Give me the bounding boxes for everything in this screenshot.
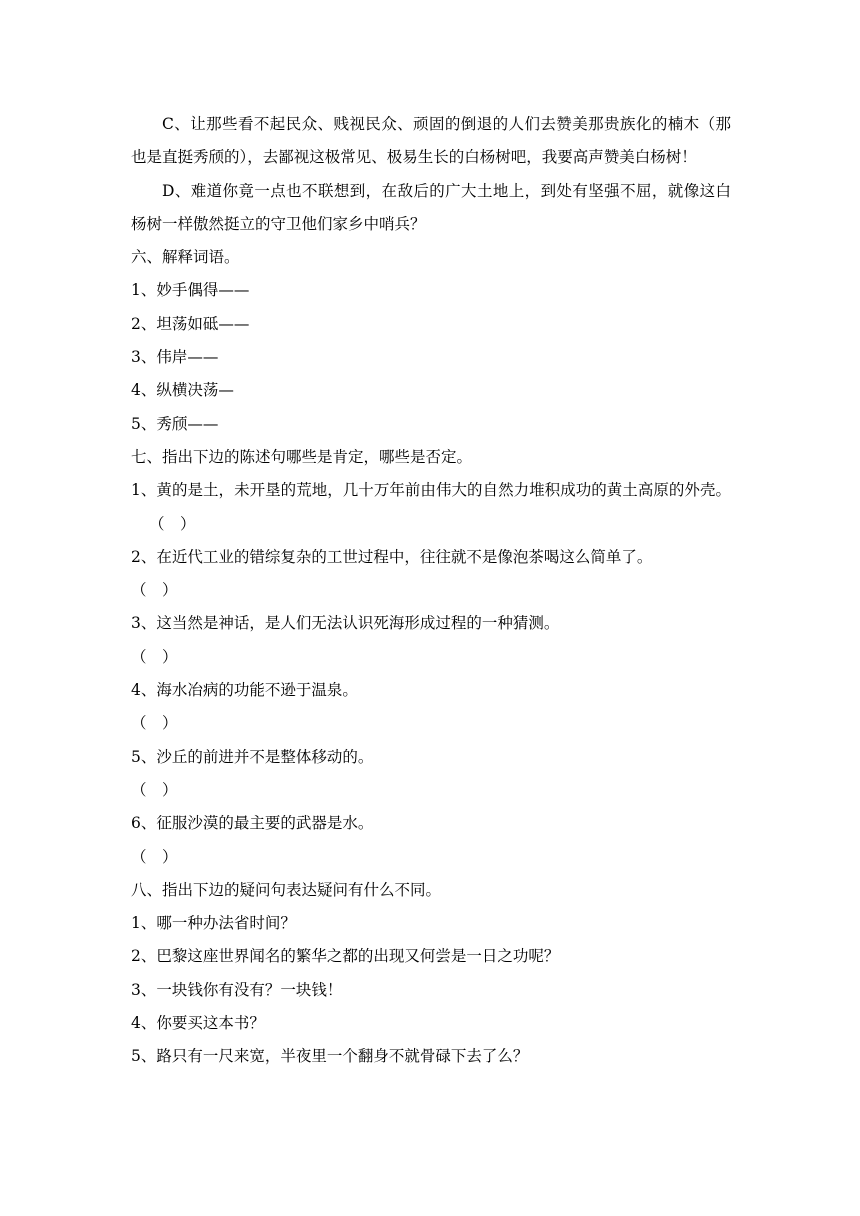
document-body bbox=[131, 108, 731, 1074]
answer-blank: （ ） bbox=[131, 647, 178, 666]
vocab-item: 4、纵横决荡— bbox=[131, 381, 234, 400]
section-6-heading: 六、解释词语。 bbox=[131, 248, 240, 267]
vocab-item: 3、伟岸—— bbox=[131, 348, 219, 367]
answer-blank: （ ） bbox=[131, 581, 178, 600]
question-item: 2、巴黎这座世界闻名的繁华之都的出现又何尝是一日之功呢？ bbox=[131, 947, 560, 966]
answer-blank: （ ） bbox=[149, 514, 196, 533]
answer-blank: （ ） bbox=[131, 847, 178, 866]
statement-item-5: 5、沙丘的前进并不是整体移动的。 bbox=[131, 747, 374, 766]
statement-item-4: 4、海水冶病的功能不逊于温泉。 bbox=[131, 681, 358, 700]
statement-item-1 bbox=[131, 474, 731, 541]
answer-blank: （ ） bbox=[131, 714, 178, 733]
vocab-item: 5、秀颀—— bbox=[131, 414, 219, 433]
statement-item-3: 3、这当然是神话，是人们无法认识死海形成过程的一种猜测。 bbox=[131, 614, 560, 633]
vocab-item: 2、坦荡如砥—— bbox=[131, 314, 250, 333]
vocab-item: 1、妙手偶得—— bbox=[131, 281, 250, 300]
answer-blank: （ ） bbox=[131, 780, 178, 799]
section-7-heading: 七、指出下边的陈述句哪些是肯定，哪些是否定。 bbox=[131, 447, 473, 466]
statement-text: 1、黄的是土，未开垦的荒地，几十万年前由伟大的自然力堆积成功的黄土高原的外壳。 bbox=[131, 481, 731, 500]
sentence-option-d: D、难道你竟一点也不联想到，在敌后的广大土地上，到处有坚强不屈，就像这白杨树一样傲然挺立的守卫他们家乡中哨兵？ bbox=[131, 181, 731, 233]
question-item: 4、你要买这本书？ bbox=[131, 1014, 265, 1033]
section-8-heading: 八、指出下边的疑问句表达疑问有什么不同。 bbox=[131, 880, 442, 899]
sentence-option-c: C、让那些看不起民众、贱视民众、顽固的倒退的人们去赞美那贵族化的楠木（那也是直挺秀颀的），去鄙视这极常见、极易生长的白杨树吧，我要高声赞美白杨树！ bbox=[131, 115, 731, 167]
question-item: 5、路只有一尺来宽，半夜里一个翻身不就骨碌下去了么？ bbox=[131, 1047, 529, 1066]
statement-item-2: 2、在近代工业的错综复杂的工世过程中，往往就不是像泡茶喝这么简单了。 bbox=[131, 547, 653, 566]
statement-item-6: 6、征服沙漠的最主要的武器是水。 bbox=[131, 814, 374, 833]
question-item: 1、哪一种办法省时间？ bbox=[131, 914, 296, 933]
question-item: 3、一块钱你有没有？一块钱！ bbox=[131, 980, 343, 999]
